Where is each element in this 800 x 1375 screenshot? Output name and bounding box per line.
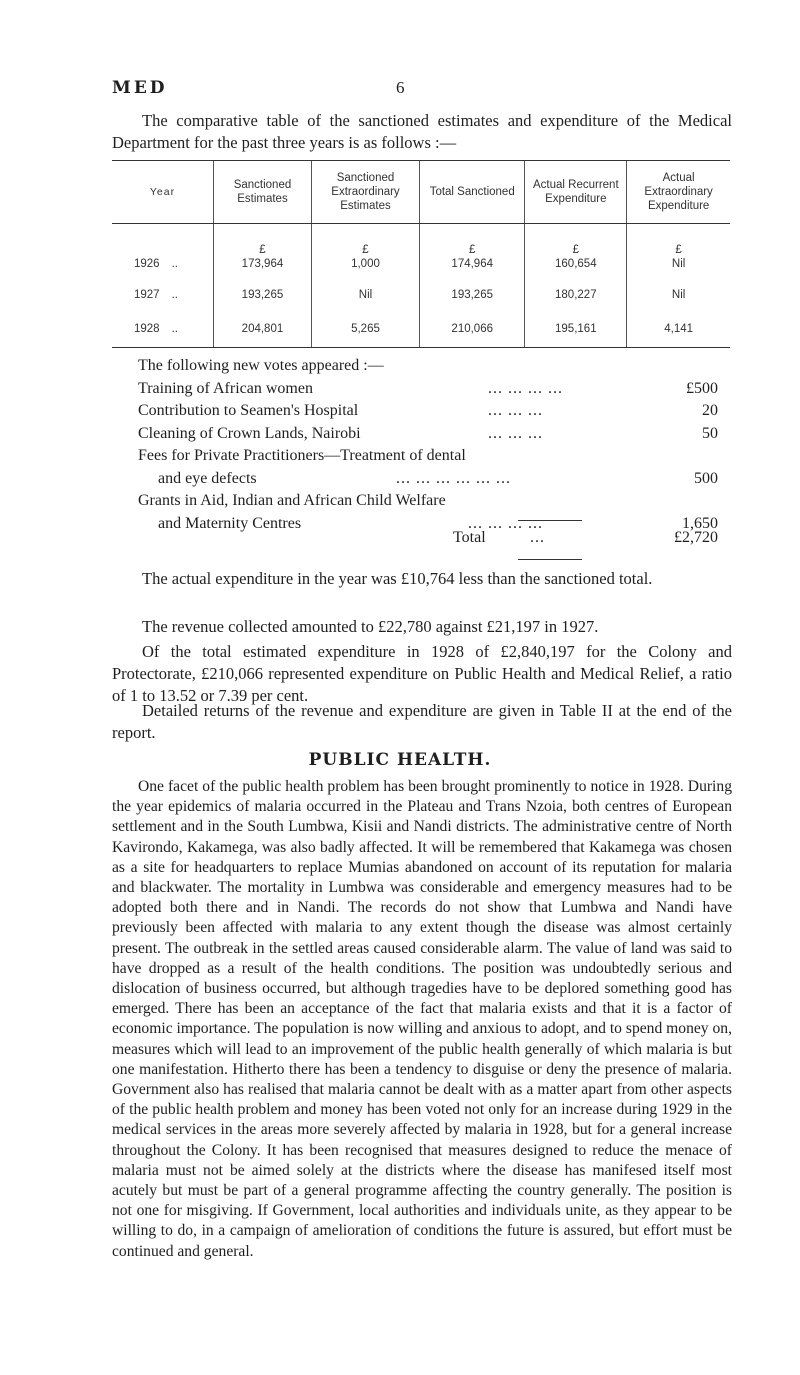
currency-cell: £ — [214, 224, 312, 258]
total-amount: £2,720 — [674, 529, 718, 546]
col-extra-expenditure: Actual Extraordinary Expenditure — [627, 161, 730, 224]
total-label: Total — [453, 529, 486, 546]
votes-total-row: Total ... £2,720 — [453, 529, 718, 546]
public-health-paragraph: One facet of the public health problem has been brought prominently to notice in 1928. During the year epidemics of malaria occurred in the Plateau and Trans Nzoia, both centres of European settlement and in the South Lumbwa, Kisii and Nandi districts. The administrative centre of North Kavirondo, Kakamega, was also badly affected. It will be remembered that Kakamega was chosen as a site for headquarters to replace Mumias abandoned on account of its reputation for malaria and blackwater. The mortality in Lumbwa was considerable and emergency measures had to be adopted both there and in Nandi. The records do not show that Lumbwa and Nandi have previously been affected with malaria to any extent though the disease was almost certainly present. The outbreak in the settled areas caused considerable alarm. The value of land was said to have dropped as a result of the health conditions. The position was undoubtedly serious and dislocation of business occurred, but although tragedies have to be deplored something good has emerged. There has been an acceptance of the fact that malaria exists and that it is a factor of economic importance. The population is now willing and anxious to adopt, and to spend money on, measures which will lead to an improvement of the public health generally of which malaria is but one manifestation. Hitherto there has been a tendency to disguise or deny the presence of malaria. Government also has realised that malaria cannot be dealt with as a matter apart from other aspects of the public health problem and money has been voted not only for an increase during 1929 in the medical services in the areas more severely affected by malaria in 1928, but for a general increase throughout the Colony. It has been recognised that measures designed to reduce the menace of malaria must not be aimed solely at the districts where the disease has manifesed itself most acutely but must be part of a general programme affecting the country generally. The position is not one for misgiving. If Government, local authorities and individuals unite, as they appear to be willing to do, in a campaign of amelioration of conditions the future is assured, but effort must be continued and general. — [112, 778, 732, 1260]
list-item: Fees for Private Practitioners—Treatment of dental — [138, 447, 466, 464]
table-header-row — [112, 161, 730, 224]
table-row — [112, 279, 730, 311]
total-rule-bottom — [518, 559, 582, 560]
extra-exp-cell: Nil — [627, 279, 730, 311]
list-item: Cleaning of Crown Lands, Nairobi ... ... ... 50 — [138, 424, 718, 442]
intro-paragraph: The comparative table of the sanctioned estimates and expenditure of the Medical Department for the past three years is as follows :— — [112, 111, 732, 152]
currency-row — [112, 224, 730, 258]
paragraph-revenue: The revenue collected amounted to £22,780 against £21,197 in 1927. — [142, 617, 599, 636]
year-cell: 1926 .. — [134, 258, 178, 270]
sanctioned-cell: 173,964 — [214, 257, 312, 279]
total-cell: 174,964 — [420, 257, 525, 279]
sanctioned-cell: 193,265 — [214, 279, 312, 311]
votes-intro-row — [138, 355, 738, 378]
year-cell: 1927 .. — [134, 289, 178, 301]
paragraph-detailed-returns: Detailed returns of the revenue and expenditure are given in Table II at the end of the report. — [112, 701, 732, 742]
col-sanctioned: Sanctioned Estimates — [214, 161, 312, 224]
list-item: and Maternity Centres ... ... ... ... 1,650 — [158, 514, 718, 532]
currency-cell: £ — [525, 224, 627, 258]
col-year: Year — [112, 161, 214, 224]
running-header — [0, 78, 800, 102]
table-row — [112, 257, 730, 279]
extraordinary-cell: 5,265 — [311, 311, 419, 348]
section-title: PUBLIC HEALTH. — [308, 750, 492, 770]
list-item: Contribution to Seamen's Hospital ... ... ... 20 — [138, 402, 718, 419]
currency-cell: £ — [311, 224, 419, 258]
table-row — [112, 311, 730, 348]
list-item: and eye defects ... ... ... ... ... ... 500 — [158, 469, 718, 487]
sanctioned-cell: 204,801 — [214, 311, 312, 348]
currency-cell: £ — [420, 224, 525, 258]
paragraph-ratio: Of the total estimated expenditure in 1928 of £2,840,197 for the Colony and Protectorate, £210,066 represented expenditure on Public Health and Medical Relief, a ratio of 1 to 13.52 or 7.39 per cent. — [112, 642, 732, 705]
total-cell: 193,265 — [420, 279, 525, 311]
currency-blank — [112, 224, 214, 258]
list-item: Training of African women ... ... ... ... £500 — [138, 379, 718, 397]
year-cell: 1928 .. — [112, 311, 214, 348]
col-total: Total Sanctioned — [420, 161, 525, 224]
page-number: 6 — [396, 78, 405, 97]
paragraph-actual-expenditure: The actual expenditure in the year was £10,764 less than the sanctioned total. — [142, 569, 653, 588]
recurrent-cell: 160,654 — [525, 257, 627, 279]
extra-exp-cell: Nil — [627, 257, 730, 279]
estimates-table — [112, 160, 730, 348]
col-extraordinary: Sanctioned Extraordinary Estimates — [311, 161, 419, 224]
new-votes-list — [138, 355, 738, 535]
total-rule-top — [518, 520, 582, 521]
col-recurrent: Actual Recurrent Expenditure — [525, 161, 627, 224]
votes-intro: The following new votes appeared :— — [138, 357, 384, 374]
total-cell: 210,066 — [420, 311, 525, 348]
recurrent-cell: 195,161 — [525, 311, 627, 348]
currency-cell: £ — [627, 224, 730, 258]
extraordinary-cell: Nil — [311, 279, 419, 311]
extra-exp-cell: 4,141 — [627, 311, 730, 348]
extraordinary-cell: 1,000 — [311, 257, 419, 279]
recurrent-cell: 180,227 — [525, 279, 627, 311]
list-item: Grants in Aid, Indian and African Child Welfare — [138, 492, 446, 509]
header-title: MED — [112, 78, 168, 98]
